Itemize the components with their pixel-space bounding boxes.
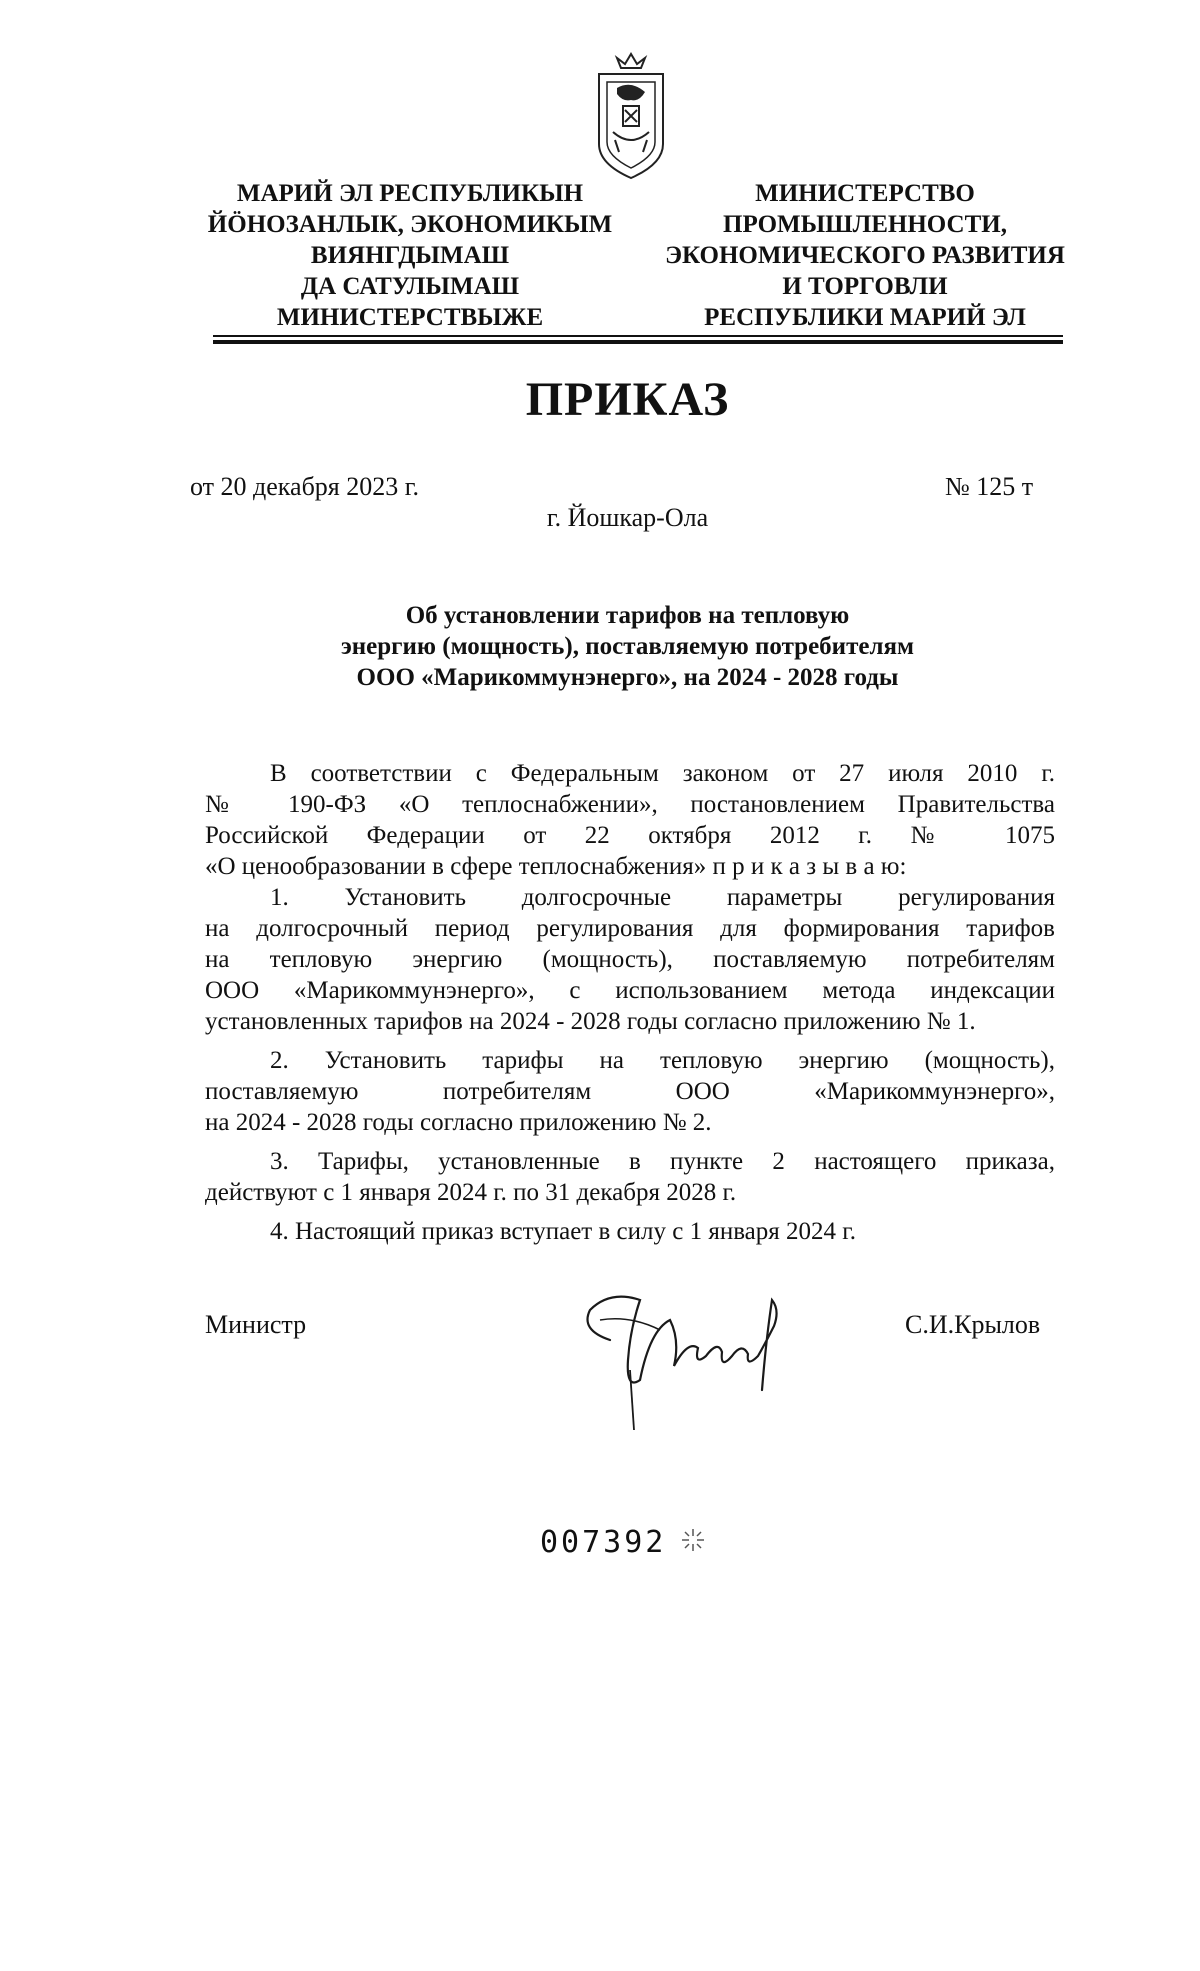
header-left-ministry-mari bbox=[195, 178, 625, 333]
signatory-name: С.И.Крылов bbox=[905, 1310, 1041, 1339]
body-line: «О ценообразовании в сфере теплоснабжения» п р и к а з ы в а ю: bbox=[205, 853, 907, 880]
subject-line: энергию (мощность), поставляемую потребителям bbox=[340, 633, 915, 660]
document-subject bbox=[260, 600, 995, 693]
body-line: на долгосрочный период регулирования для формирования тарифов bbox=[205, 915, 1055, 942]
subject-line: Об установлении тарифов на тепловую bbox=[405, 602, 850, 629]
document-date: от 20 декабря 2023 г. bbox=[190, 472, 419, 501]
header-left-line: ЙÖНОЗАНЛЫК, ЭКОНОМИКЫМ bbox=[207, 211, 613, 238]
header-right-line: РЕСПУБЛИКИ МАРИЙ ЭЛ bbox=[704, 304, 1026, 331]
body-line: Российской Федерации от 22 октября 2012 г. № 1075 bbox=[205, 822, 1055, 849]
header-divider-thin bbox=[213, 335, 1063, 337]
document-number: № 125 т bbox=[945, 472, 1034, 501]
header-right-line: МИНИСТЕРСТВО bbox=[755, 180, 975, 207]
body-line: 3. Тарифы, установленные в пункте 2 настоящего приказа, bbox=[270, 1148, 1055, 1175]
sparkle-mark-icon bbox=[680, 1527, 706, 1553]
paragraph-item-3 bbox=[205, 1146, 1055, 1208]
header-left-line: МАРИЙ ЭЛ РЕСПУБЛИКЫН bbox=[236, 180, 584, 207]
header-right-line: И ТОРГОВЛИ bbox=[782, 273, 948, 300]
signatory-role: Министр bbox=[205, 1310, 307, 1339]
coat-of-arms-icon bbox=[585, 52, 677, 182]
document-type-title: ПРИКАЗ bbox=[525, 373, 730, 426]
serial-number: 007392 bbox=[540, 1525, 667, 1560]
paragraph-preamble bbox=[205, 758, 1055, 882]
header-right-line: ПРОМЫШЛЕННОСТИ, bbox=[723, 211, 1007, 238]
paragraph-item-1 bbox=[205, 882, 1055, 1037]
body-line: № 190-ФЗ «О теплоснабжении», постановлением Правительства bbox=[205, 791, 1055, 818]
paragraph-item-2 bbox=[205, 1045, 1055, 1138]
body-line: 4. Настоящий приказ вступает в силу с 1 января 2024 г. bbox=[270, 1218, 856, 1245]
header-left-line: ВИЯНГДЫМАШ bbox=[310, 242, 510, 269]
body-line: на 2024 - 2028 годы согласно приложению № 2. bbox=[205, 1109, 712, 1136]
header-left-line: ДА САТУЛЫМАШ bbox=[300, 273, 520, 300]
subject-line: ООО «Марикоммунэнерго», на 2024 - 2028 годы bbox=[356, 664, 899, 691]
header-right-ministry-russian bbox=[650, 178, 1080, 333]
document-body bbox=[205, 758, 1055, 1247]
paragraph-item-4 bbox=[205, 1216, 1055, 1247]
body-line: установленных тарифов на 2024 - 2028 годы согласно приложению № 1. bbox=[205, 1008, 976, 1035]
body-line: поставляемую потребителям ООО «Марикоммунэнерго», bbox=[205, 1078, 1055, 1105]
body-line: 2. Установить тарифы на тепловую энергию (мощность), bbox=[270, 1047, 1055, 1074]
body-line: ООО «Марикоммунэнерго», с использованием метода индексации bbox=[205, 977, 1055, 1004]
body-line: на тепловую энергию (мощность), поставляемую потребителям bbox=[205, 946, 1055, 973]
header-left-line: МИНИСТЕРСТВЫЖЕ bbox=[276, 304, 544, 331]
header-divider-thick bbox=[213, 340, 1063, 344]
body-line: 1. Установить долгосрочные параметры регулирования bbox=[270, 884, 1055, 911]
handwritten-signature bbox=[570, 1270, 800, 1440]
body-line: В соответствии с Федеральным законом от 27 июля 2010 г. bbox=[270, 760, 1055, 787]
body-line: действуют с 1 января 2024 г. по 31 декабря 2028 г. bbox=[205, 1179, 737, 1206]
document-city: г. Йошкар-Ола bbox=[546, 503, 709, 532]
header-right-line: ЭКОНОМИЧЕСКОГО РАЗВИТИЯ bbox=[665, 242, 1065, 269]
